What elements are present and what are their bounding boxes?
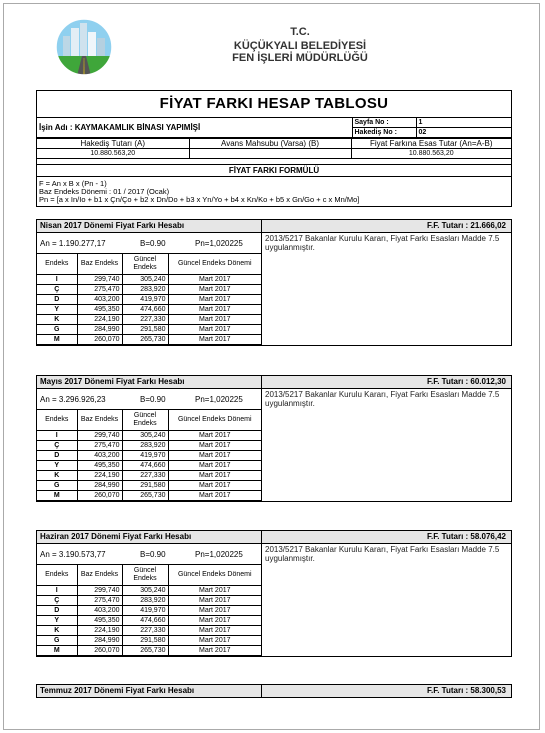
- index-row: [37, 335, 261, 345]
- index-row: [37, 431, 261, 441]
- index-code: K: [37, 626, 77, 636]
- current-index: 227,330: [122, 626, 168, 636]
- index-code: M: [37, 646, 77, 656]
- index-row: [37, 325, 261, 335]
- current-index: 474,660: [122, 305, 168, 315]
- base-amount-value: 10.880.563,20: [351, 149, 511, 159]
- current-index-period: Mart 2017: [168, 471, 261, 481]
- index-code: Ç: [37, 285, 77, 295]
- index-code: Y: [37, 305, 77, 315]
- index-code: I: [37, 586, 77, 596]
- index-row: [37, 295, 261, 305]
- job-label: İşin Adı :: [39, 123, 73, 132]
- base-index: 495,350: [77, 616, 122, 626]
- index-code: Ç: [37, 441, 77, 451]
- price-diff-total: F.F. Tutarı : 21.666,02: [427, 221, 506, 230]
- period-section: [36, 530, 512, 657]
- pn-value: Pn=1,020225: [195, 394, 243, 404]
- current-index: 291,580: [122, 325, 168, 335]
- current-index: 419,970: [122, 295, 168, 305]
- pn-value: Pn=1,020225: [195, 238, 243, 248]
- current-index-period: Mart 2017: [168, 646, 261, 656]
- current-index-period: Mart 2017: [168, 431, 261, 441]
- job-table: [37, 118, 511, 138]
- guncel-header: Güncel Endeks: [122, 565, 168, 586]
- job-name: KAYMAKAMLIK BİNASI YAPIMİŞİ: [74, 123, 201, 132]
- index-row: [37, 451, 261, 461]
- base-amount-header: Fiyat Farkına Esas Tutar (An=A-B): [351, 139, 511, 149]
- base-index: 299,740: [77, 586, 122, 596]
- index-row: [37, 315, 261, 325]
- current-index: 227,330: [122, 471, 168, 481]
- index-row: [37, 305, 261, 315]
- base-index: 299,740: [77, 275, 122, 285]
- b-value: B=0.90: [140, 394, 166, 404]
- current-index: 265,730: [122, 491, 168, 501]
- index-code: Y: [37, 616, 77, 626]
- index-code: D: [37, 451, 77, 461]
- index-row: [37, 471, 261, 481]
- baz-header: Baz Endeks: [77, 254, 122, 275]
- current-index: 227,330: [122, 315, 168, 325]
- header-line-1: T.C.: [290, 26, 310, 38]
- formula-text: [37, 177, 511, 207]
- document-title: FİYAT FARKI HESAP TABLOSU: [37, 91, 511, 118]
- donem-header: Güncel Endeks Dönemi: [168, 254, 261, 275]
- period-section: [36, 375, 512, 502]
- current-index-period: Mart 2017: [168, 491, 261, 501]
- period-title: Haziran 2017 Dönemi Fiyat Farkı Hesabı: [37, 531, 262, 543]
- base-index: 495,350: [77, 461, 122, 471]
- current-index-period: Mart 2017: [168, 626, 261, 636]
- index-row: [37, 646, 261, 656]
- index-code: Ç: [37, 596, 77, 606]
- current-index-period: Mart 2017: [168, 335, 261, 345]
- index-code: D: [37, 295, 77, 305]
- base-index: 275,470: [77, 285, 122, 295]
- current-index: 474,660: [122, 616, 168, 626]
- b-value: B=0.90: [140, 238, 166, 248]
- index-row: [37, 461, 261, 471]
- price-diff-total: F.F. Tutarı : 60.012,30: [427, 377, 506, 386]
- base-index: 403,200: [77, 451, 122, 461]
- base-index: 299,740: [77, 431, 122, 441]
- regulation-note: 2013/5217 Bakanlar Kurulu Kararı, Fiyat Farkı Esasları Madde 7.5 uygulanmıştır.: [265, 390, 500, 408]
- formula-line-1: F = An x B x (Pn - 1): [39, 179, 107, 188]
- formula-line-2: Baz Endeks Dönemi : 01 / 2017 (Ocak): [39, 187, 170, 196]
- current-index-period: Mart 2017: [168, 481, 261, 491]
- endeks-header: Endeks: [37, 254, 77, 275]
- hakedis-amount-value: 10.880.563,20: [37, 149, 189, 159]
- index-row: [37, 636, 261, 646]
- summary-block: [36, 90, 512, 207]
- formula-heading: FİYAT FARKI FORMÜLÜ: [37, 165, 511, 177]
- current-index: 265,730: [122, 646, 168, 656]
- base-index: 275,470: [77, 596, 122, 606]
- endeks-header: Endeks: [37, 565, 77, 586]
- endeks-header: Endeks: [37, 410, 77, 431]
- an-value: An = 1.190.277,17: [40, 238, 106, 248]
- index-row: [37, 596, 261, 606]
- index-table: [37, 565, 261, 656]
- index-row: [37, 616, 261, 626]
- current-index: 305,240: [122, 586, 168, 596]
- index-table: [37, 254, 261, 345]
- period-section: [36, 219, 512, 346]
- index-code: I: [37, 275, 77, 285]
- index-code: D: [37, 606, 77, 616]
- current-index-period: Mart 2017: [168, 451, 261, 461]
- base-index: 284,990: [77, 636, 122, 646]
- index-table: [37, 410, 261, 501]
- regulation-note: 2013/5217 Bakanlar Kurulu Kararı, Fiyat Farkı Esasları Madde 7.5 uygulanmıştır.: [265, 234, 500, 252]
- department-name: FEN İŞLERİ MÜDÜRLÜĞÜ: [232, 52, 368, 64]
- current-index-period: Mart 2017: [168, 305, 261, 315]
- totals-table: [37, 138, 511, 206]
- municipality-name: KÜÇÜKYALI BELEDİYESİ: [233, 40, 367, 52]
- index-code: G: [37, 481, 77, 491]
- base-index: 403,200: [77, 606, 122, 616]
- current-index-period: Mart 2017: [168, 596, 261, 606]
- guncel-header: Güncel Endeks: [122, 410, 168, 431]
- current-index-period: Mart 2017: [168, 616, 261, 626]
- index-code: Y: [37, 461, 77, 471]
- formula-line-3: Pn = [a x In/Io + b1 x Çn/Ço + b2 x Dn/Do + b3 x Yn/Yo + b4 x Kn/Ko + b5 x Gn/Go + c x Mn/Mo]: [39, 195, 360, 204]
- current-index-period: Mart 2017: [168, 325, 261, 335]
- base-index: 260,070: [77, 491, 122, 501]
- advance-deduction-value: [189, 149, 351, 159]
- an-value: An = 3.190.573,77: [40, 549, 106, 559]
- current-index-period: Mart 2017: [168, 586, 261, 596]
- baz-header: Baz Endeks: [77, 565, 122, 586]
- b-value: B=0.90: [140, 549, 166, 559]
- current-index-period: Mart 2017: [168, 636, 261, 646]
- current-index-period: Mart 2017: [168, 285, 261, 295]
- current-index: 283,920: [122, 441, 168, 451]
- base-index: 403,200: [77, 295, 122, 305]
- index-code: K: [37, 471, 77, 481]
- current-index-period: Mart 2017: [168, 275, 261, 285]
- current-index: 419,970: [122, 451, 168, 461]
- current-index-period: Mart 2017: [168, 441, 261, 451]
- base-index: 495,350: [77, 305, 122, 315]
- baz-header: Baz Endeks: [77, 410, 122, 431]
- base-index: 224,190: [77, 626, 122, 636]
- price-diff-total: F.F. Tutarı : 58.076,42: [427, 532, 506, 541]
- base-index: 275,470: [77, 441, 122, 451]
- index-row: [37, 275, 261, 285]
- index-code: G: [37, 325, 77, 335]
- current-index: 305,240: [122, 275, 168, 285]
- base-index: 224,190: [77, 315, 122, 325]
- current-index: 283,920: [122, 285, 168, 295]
- index-row: [37, 491, 261, 501]
- period-title: Mayıs 2017 Dönemi Fiyat Farkı Hesabı: [37, 376, 262, 388]
- base-index: 284,990: [77, 481, 122, 491]
- index-code: G: [37, 636, 77, 646]
- page-no-label: Sayfa No :: [352, 118, 416, 128]
- donem-header: Güncel Endeks Dönemi: [168, 565, 261, 586]
- guncel-header: Güncel Endeks: [122, 254, 168, 275]
- job-name-cell: [37, 118, 352, 138]
- current-index: 474,660: [122, 461, 168, 471]
- index-row: [37, 626, 261, 636]
- base-index: 224,190: [77, 471, 122, 481]
- index-code: I: [37, 431, 77, 441]
- current-index-period: Mart 2017: [168, 295, 261, 305]
- period-title: Temmuz 2017 Dönemi Fiyat Farkı Hesabı: [37, 685, 262, 697]
- index-row: [37, 481, 261, 491]
- index-row: [37, 586, 261, 596]
- page-no-value: 1: [416, 118, 511, 128]
- current-index: 291,580: [122, 481, 168, 491]
- period-section: [36, 684, 512, 698]
- current-index-period: Mart 2017: [168, 461, 261, 471]
- current-index: 283,920: [122, 596, 168, 606]
- period-title: Nisan 2017 Dönemi Fiyat Farkı Hesabı: [37, 220, 262, 232]
- current-index-period: Mart 2017: [168, 606, 261, 616]
- index-row: [37, 285, 261, 295]
- pn-value: Pn=1,020225: [195, 549, 243, 559]
- city-logo: [55, 18, 113, 76]
- index-code: M: [37, 335, 77, 345]
- index-code: K: [37, 315, 77, 325]
- index-code: M: [37, 491, 77, 501]
- current-index: 265,730: [122, 335, 168, 345]
- regulation-note: 2013/5217 Bakanlar Kurulu Kararı, Fiyat Farkı Esasları Madde 7.5 uygulanmıştır.: [265, 545, 500, 563]
- an-value: An = 3.296.926,23: [40, 394, 106, 404]
- index-row: [37, 441, 261, 451]
- hakedis-amount-header: Hakediş Tutarı (A): [37, 139, 189, 149]
- current-index: 291,580: [122, 636, 168, 646]
- base-index: 260,070: [77, 335, 122, 345]
- donem-header: Güncel Endeks Dönemi: [168, 410, 261, 431]
- hakedis-no-label: Hakediş No :: [352, 128, 416, 138]
- index-row: [37, 606, 261, 616]
- base-index: 260,070: [77, 646, 122, 656]
- advance-deduction-header: Avans Mahsubu (Varsa) (B): [189, 139, 351, 149]
- base-index: 284,990: [77, 325, 122, 335]
- current-index: 419,970: [122, 606, 168, 616]
- hakedis-no-value: 02: [416, 128, 511, 138]
- current-index-period: Mart 2017: [168, 315, 261, 325]
- price-diff-total: F.F. Tutarı : 58.300,53: [427, 686, 506, 695]
- current-index: 305,240: [122, 431, 168, 441]
